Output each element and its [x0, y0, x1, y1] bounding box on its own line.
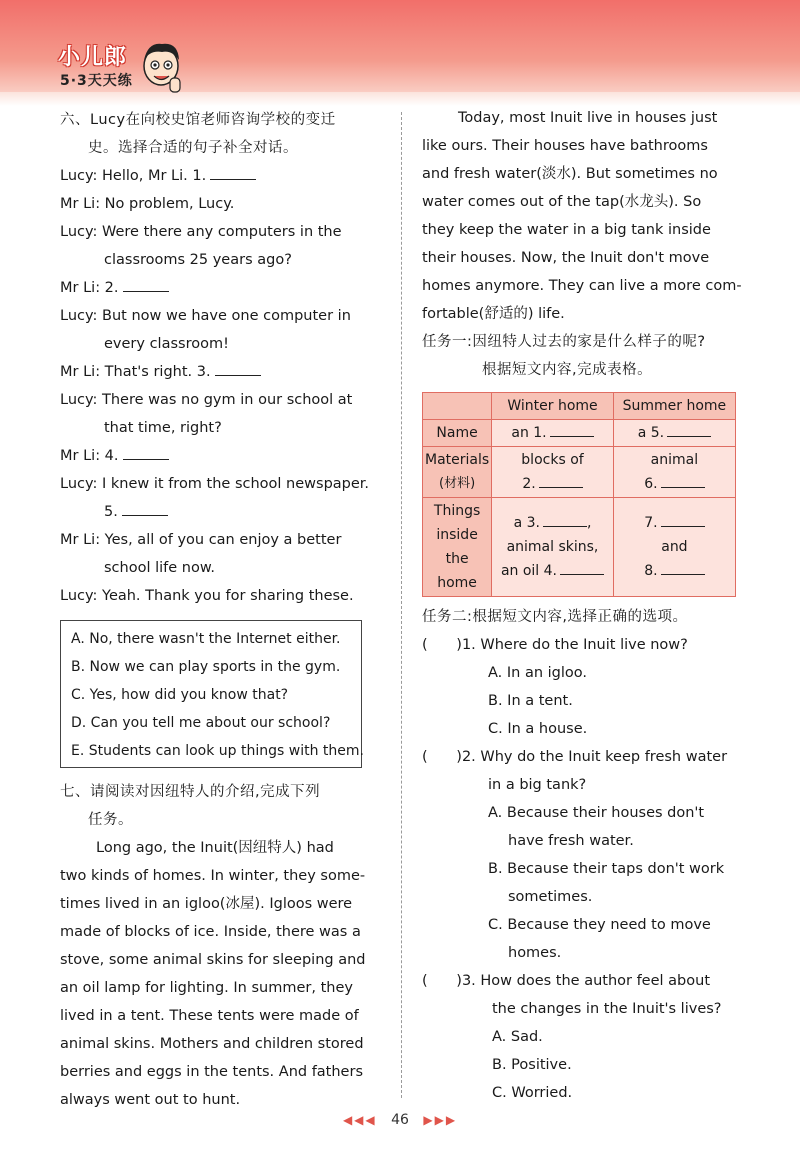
table-cell: 6. [644, 476, 658, 492]
table-blank-7[interactable] [661, 514, 705, 527]
table-blank-4[interactable] [560, 562, 604, 575]
section6-heading-line2: 史。选择合适的句子补全对话。 [88, 140, 298, 156]
column-divider [401, 112, 402, 1098]
table-cell: 2. [522, 476, 536, 492]
table-cell: and [661, 539, 688, 555]
passage-line: stove, some animal skins for sleeping and [60, 952, 366, 968]
passage-line: an oil lamp for lighting. In summer, they [60, 980, 353, 996]
passage-line: fortable(舒适的) life. [422, 306, 565, 322]
passage-left [60, 834, 382, 1114]
mascot-boy-icon [138, 38, 184, 96]
dialogue-line: classrooms 25 years ago? [104, 252, 292, 268]
homes-table: Winter home Summer home Name an 1. a 5. Materials (材料) blocks of 2. animal 6. Things inside the home a 3. , animal skins, an oil 4. 7. and 8. [422, 392, 736, 597]
passage-right [422, 104, 742, 328]
choice-item-cont: homes. [508, 945, 562, 961]
dialogue-line: Mr Li: 2. [60, 280, 119, 296]
table-row-name: Name [423, 420, 492, 447]
table-cell: a 3. [513, 515, 540, 531]
question-text: )1. Where do the Inuit live now? [456, 637, 688, 653]
dialogue-line: Lucy: Hello, Mr Li. 1. [60, 168, 207, 184]
passage-line: times lived in an igloo(冰屋). Igloos were [60, 896, 353, 912]
right-arrows-icon: ▶▶▶ [423, 1113, 458, 1127]
task1-line1: 任务一:因纽特人过去的家是什么样子的呢? [422, 334, 706, 350]
question-1: ( )1. Where do the Inuit live now? A. In an igloo. B. In a tent. C. In a house. [422, 631, 742, 743]
dialogue-line: school life now. [104, 560, 215, 576]
table-cell: 8. [644, 563, 658, 579]
passage-line: two kinds of homes. In winter, they some- [60, 868, 366, 884]
dialogue-line: Lucy: I knew it from the school newspaper. [60, 476, 370, 492]
table-corner [423, 393, 492, 420]
dialogue [60, 162, 382, 610]
task2-heading: 任务二:根据短文内容,选择正确的选项。 [422, 609, 688, 625]
question-text-cont: in a big tank? [488, 777, 587, 793]
table-header-summer: Summer home [613, 393, 735, 420]
dialogue-line: Lucy: Yeah. Thank you for sharing these. [60, 588, 354, 604]
table-cell: an 1. [511, 425, 547, 441]
answer-blank-5[interactable] [122, 501, 168, 516]
section7-heading-line1: 七、请阅读对因纽特人的介绍,完成下列 [60, 784, 321, 800]
question-text-cont: the changes in the Inuit's lives? [492, 1001, 722, 1017]
table-cell: a 5. [637, 425, 665, 441]
page-footer [0, 1112, 800, 1128]
table-blank-5[interactable] [667, 424, 711, 437]
dialogue-line: Lucy: But now we have one computer in [60, 308, 351, 324]
question-3: ( )3. How does the author feel about the changes in the Inuit's lives? A. Sad. B. Positive. C. Worried. [422, 967, 742, 1107]
passage-line: always went out to hunt. [60, 1092, 241, 1108]
choice-item[interactable]: B. Positive. [492, 1057, 572, 1073]
choice-item-cont: sometimes. [508, 889, 593, 905]
left-column [60, 106, 382, 1114]
option-item: D. Can you tell me about our school? [71, 715, 331, 731]
choice-item[interactable]: C. In a house. [488, 721, 588, 737]
table-cell: animal skins, [506, 539, 599, 555]
dialogue-line: Mr Li: Yes, all of you can enjoy a better [60, 532, 342, 548]
passage-line: their houses. Now, the Inuit don't move [422, 250, 710, 266]
table-blank-1[interactable] [550, 424, 594, 437]
dialogue-line: every classroom! [104, 336, 229, 352]
option-item: A. No, there wasn't the Internet either. [71, 631, 341, 647]
choice-item[interactable]: B. Because their taps don't work [488, 861, 725, 877]
passage-line: Long ago, the Inuit(因纽特人) had [96, 840, 334, 856]
dialogue-line: Mr Li: 4. [60, 448, 119, 464]
table-row-things: Things [433, 503, 481, 519]
dialogue-line: Mr Li: No problem, Lucy. [60, 196, 235, 212]
passage-line: Today, most Inuit live in houses just [458, 110, 718, 126]
table-blank-2[interactable] [539, 475, 583, 488]
table-row-materials: Materials [425, 452, 490, 468]
right-column [422, 104, 742, 1107]
passage-line: homes anymore. They can live a more com- [422, 278, 742, 294]
table-row-things: home [437, 575, 477, 591]
passage-line: like ours. Their houses have bathrooms [422, 138, 708, 154]
option-item: B. Now we can play sports in the gym. [71, 659, 341, 675]
choice-item[interactable]: B. In a tent. [488, 693, 573, 709]
table-row-materials-cn: (材料) [439, 476, 476, 491]
table-cell: 7. [644, 515, 658, 531]
question-2: ( )2. Why do the Inuit keep fresh water in a big tank? A. Because their houses don't have fresh water. B. Because their taps don't work sometimes. C. Because they need to move homes. [422, 743, 742, 967]
section7-heading-line2: 任务。 [88, 812, 133, 828]
table-blank-3[interactable] [543, 514, 587, 527]
page-number: 46 [391, 1112, 409, 1128]
dialogue-line: Lucy: There was no gym in our school at [60, 392, 353, 408]
passage-line: and fresh water(淡水). But sometimes no [422, 166, 718, 182]
dialogue-line: Mr Li: That's right. 3. [60, 364, 211, 380]
passage-line: water comes out of the tap(水龙头). So [422, 194, 702, 210]
answer-blank-4[interactable] [123, 445, 169, 460]
dialogue-line: that time, right? [104, 420, 222, 436]
passage-line: lived in a tent. These tents were made of [60, 1008, 359, 1024]
answer-blank-2[interactable] [123, 277, 169, 292]
answer-blank-1[interactable] [210, 165, 256, 180]
answer-blank-3[interactable] [215, 361, 261, 376]
question-text: )2. Why do the Inuit keep fresh water [456, 749, 728, 765]
brand-title: 小儿郎 [58, 45, 128, 70]
choice-item[interactable]: C. Worried. [492, 1085, 573, 1101]
passage-line: made of blocks of ice. Inside, there was a [60, 924, 361, 940]
table-header-winter: Winter home [492, 393, 614, 420]
table-blank-6[interactable] [661, 475, 705, 488]
choice-item[interactable]: A. Because their houses don't [488, 805, 705, 821]
table-cell: blocks of [521, 452, 584, 468]
options-box [60, 620, 362, 768]
task1-line2: 根据短文内容,完成表格。 [482, 362, 653, 378]
option-item: E. Students can look up things with them. [71, 743, 364, 759]
choice-item[interactable]: A. Sad. [492, 1029, 543, 1045]
option-item: C. Yes, how did you know that? [71, 687, 289, 703]
brand-subtitle: 5·3天天练 [60, 73, 133, 89]
choice-item[interactable]: C. Because they need to move [488, 917, 711, 933]
question-text: )3. How does the author feel about [456, 973, 711, 989]
choice-item-cont: have fresh water. [508, 833, 634, 849]
table-cell: an oil 4. [500, 563, 558, 579]
passage-line: berries and eggs in the tents. And fathers [60, 1064, 363, 1080]
brand-logo [36, 36, 196, 100]
choice-item[interactable]: A. In an igloo. [488, 665, 588, 681]
left-arrows-icon: ◀◀◀ [342, 1113, 377, 1127]
dialogue-line: 5. [104, 504, 118, 520]
section6-heading-line1: 六、Lucy在向校史馆老师咨询学校的变迁 [60, 112, 336, 128]
passage-line: animal skins. Mothers and children stored [60, 1036, 364, 1052]
passage-line: they keep the water in a big tank inside [422, 222, 711, 238]
table-blank-8[interactable] [661, 562, 705, 575]
table-row-things: inside the [436, 527, 478, 567]
dialogue-line: Lucy: Were there any computers in the [60, 224, 342, 240]
table-cell: animal [650, 452, 699, 468]
